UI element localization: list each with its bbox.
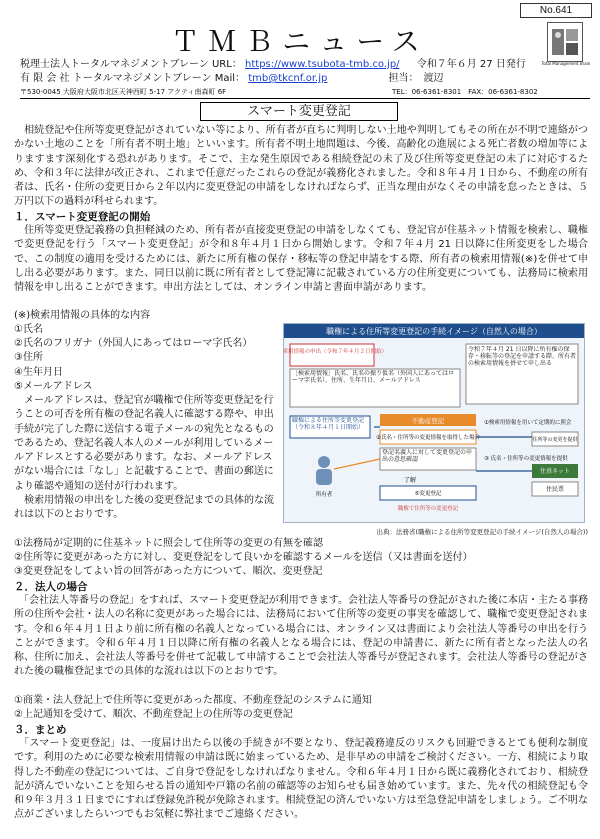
logo-mark-icon: [548, 23, 582, 61]
issue-date: 令和７年６月 27 日発行: [416, 59, 526, 70]
section-2-heading: ２．法人の場合: [14, 581, 88, 593]
diagram-box1-note: 令和７年４月 21 日以降に所有権の保存・移転等の登記を申請する際、所有者の検索用情報を併せて申し出る: [468, 346, 576, 367]
issue-number: No.641: [520, 3, 592, 18]
diagram-box-registration: [290, 344, 374, 366]
diagram-register-detail: 職権で住所等の変更登記: [397, 506, 459, 512]
section-3-heading: ３．まとめ: [14, 724, 67, 736]
list-item: ②上記通知を受けて、順次、不動産登記上の住所等の変更登記: [14, 709, 293, 720]
contact-person: 担当： 渡辺: [388, 73, 444, 84]
section-1-body: 住所等変更登記義務の負担軽減のため、所有者が直接変更登記の申請をしなくても、登記官が住基ネット情報を検索し、職権で変更登記を行う「スマート変更登記」が令和８年４月１日から開始します。令和７年４月 21 日以降に住所変更をした場合で、この制度の適用を受けるためには、新たに所有権の保存・移転等の登記申請をする際、所有者の検索用情報(※)を併せて申し出る必要があります。また、同日以前に既に所有者として登記簿に記載されている方の住所変更についても、法務局に検索用情報を申し出ることができます。申出方法としては、オンライン申請と書面申請があります。: [14, 225, 588, 294]
diagram-box2-label: 職権による住所等変更登記（令和８年４月１日開始）: [292, 417, 365, 431]
diagram-step-3: ③ 氏名・住所等の変更情報を提供: [484, 456, 568, 462]
diagram-ok: 了解: [404, 477, 417, 484]
flow-step: ③変更登記をしてよい旨の回答があった方について、順次、変更登記: [14, 566, 323, 577]
header-line-1: [20, 58, 526, 71]
header-line-2: [20, 72, 444, 85]
diagram-title: 職権による住所等変更登記の手続イメージ（自然人の場合）: [326, 327, 542, 336]
search-info-note-title: (※)検索用情報の具体的な内容: [14, 310, 151, 321]
arrow-icon: [334, 459, 380, 469]
website-link[interactable]: https://www.tsubota-tmb.co.jp/: [245, 59, 400, 70]
section-1-heading: １．スマート変更登記の開始: [14, 211, 151, 223]
flow-intro: 検索用情報の申出をした後の変更登記までの具体的な流れは以下のとおりです。: [14, 495, 274, 521]
list-item: ①氏名: [14, 324, 43, 335]
list-item: ②氏名のフリガナ（外国人にあってはローマ字氏名）: [14, 338, 253, 349]
company-logo: [547, 22, 583, 62]
diagram-side-2: 住基ネット: [539, 468, 571, 475]
intro-paragraph: 相続登記や住所等変更登記がされていない等により、所有者が直ちに判明しない土地や判明してもその所在が不明で連絡がつかない土地のことを「所有者不明土地」といいます。所有者不明土地問題は、今後、高齢化の進展による死亡者数の増加等によりますます深刻化する恐れがあります。そこで、主な発生原因である相続登記の未了及び住所等変更登記の未了に対応するため、令和３年に法律が改正され、これまで任意だったこれらの登記が義務化されました。令和８年４月１日から、不動産の所有者は、氏名・住所の変更日から２年以内に変更登記の申請をしなければならず、正当な理由がなくその申請を怠ったときは、５万円以下の過料が科せられます。: [14, 125, 588, 208]
flow-step: ②住所等に変更があった方に対し、変更登記をして良いかを確認するメールを送信（又は書面を送付）: [14, 552, 473, 563]
section-2-body: 「会社法人等番号の登記」をすれば、スマート変更登記が利用できます。会社法人等番号の登記がされた後に本店・主たる事務所の住所や会社・法人の名称に変更があった場合には、法務局において住所等の変更の事実を確認して、職権で変更登記されます。令和６年４月１日より前に所有権の名義人となっている場合には、オンライン又は書面により会社法人等番号の申出を行うことができます。令和６年４月１日以降に所有権の名義人となる場合には、登記の申請書に、新たに所有者となった法人の名称、住所に加え、会社法人等番号を併せて記載して申請することで会社法人等番号が登記されます。会社法人等番号の登記がされた後の職権登記までの具体的な流れは以下のとおりです。: [14, 595, 588, 678]
diagram-caption: 出典：法務省(職権による住所等変更登記の手続イメージ(自然人の場合)): [376, 528, 588, 536]
address: 〒530-0045 大阪府大阪市北区天神西町 5-17 アクティ南森町 6F: [20, 88, 227, 96]
list-item: ⑤メールアドレス: [14, 381, 93, 392]
diagram-side-1: 住所等の変更を提供: [532, 437, 578, 443]
article-title: スマート変更登記: [200, 102, 398, 121]
section-3-body: 「スマート変更登記」は、一度届け出たら以後の手続きが不要となり、登記義務違反のリスクも回避できるとても便利な制度です。利用のために必要な検索用情報の申請は既に始まっているため、是非早めの申請をご検討ください。一方、相続により取得した不動産の登記については、ご自身で登記をしなければなりません。令和６年４月１日から既に義務化されており、相続登記が済んでいないことを知らせる旨の通知や戸籍の名前の確認等のお知らせも届き始めています。また、先々代の相続登記も令和９年３月３１日までにすれば登録免許税が免除されます。相続登記の済んでいない方は至急登記申請をしましょう。ご不明な点がございましたらいつでもお気軽に弊社までご連絡ください。: [14, 738, 588, 821]
diagram-mid-title: 不動産登記: [411, 417, 445, 425]
list-item: ④生年月日: [14, 367, 63, 378]
diagram-owner: 所有者: [315, 492, 333, 498]
newsletter-title: ＴＭＢニュース: [171, 25, 429, 58]
firm-name-1: 税理士法人トータルマネジメントブレーン URL：: [20, 59, 242, 70]
diagram-step-1: ①検索用情報を用いて定期的に照会: [484, 420, 572, 426]
diagram-confirm: 登記名義人に対して変更登記の申出の意思確認: [382, 449, 473, 463]
list-item: ①商業・法人登記上で住所等に変更があった都度、不動産登記のシステムに通知: [14, 695, 372, 706]
diagram-step-2: ②氏名・住所等の変更情報を取得した場合: [376, 435, 480, 441]
list-item: ③住所: [14, 352, 43, 363]
logo-caption: Total Management Brain: [541, 61, 591, 66]
mail-address-paragraph: メールアドレスは、登記官が職権で住所等変更登記を行うことの可否を所有権の登記名義人に確認する際や、申出手続が完了した際に送信する電子メールの宛先となるものであるため、登記名義人本人のメールが利用しているメールアドレスとする必要があります。なお、メールアドレスがない場合には「なし」と記載することで、書面の郵送により確認や通知の送付が行われます。: [14, 395, 274, 492]
mail-link[interactable]: tmb@tkcnf.or.jp: [248, 73, 328, 84]
diagram-figure: [284, 324, 584, 522]
firm-name-2: 有 限 会 社 トータルマネジメントブレーン Mail：: [20, 73, 246, 84]
diagram-box1-label: 検索用情報の申出（令和７年４月２日開始）: [284, 349, 388, 355]
procedure-diagram: [283, 323, 585, 523]
diagram-box1-detail: ［検索用情報］氏名、氏名の振り仮名（外国人にあってはローマ字氏名）、住所、生年月日、メールアドレス: [292, 370, 454, 384]
diagram-register: ⑤変更登記: [414, 491, 442, 497]
flow-step: ①法務局が定期的に住基ネットに照会して住所等の変更の有無を確認: [14, 538, 323, 549]
owner-icon: [316, 456, 332, 485]
header-divider: [20, 98, 590, 99]
diagram-side-3: 住民票: [545, 486, 565, 493]
tel-fax: TEL：06-6361-8301 FAX：06-6361-8302: [392, 88, 538, 96]
